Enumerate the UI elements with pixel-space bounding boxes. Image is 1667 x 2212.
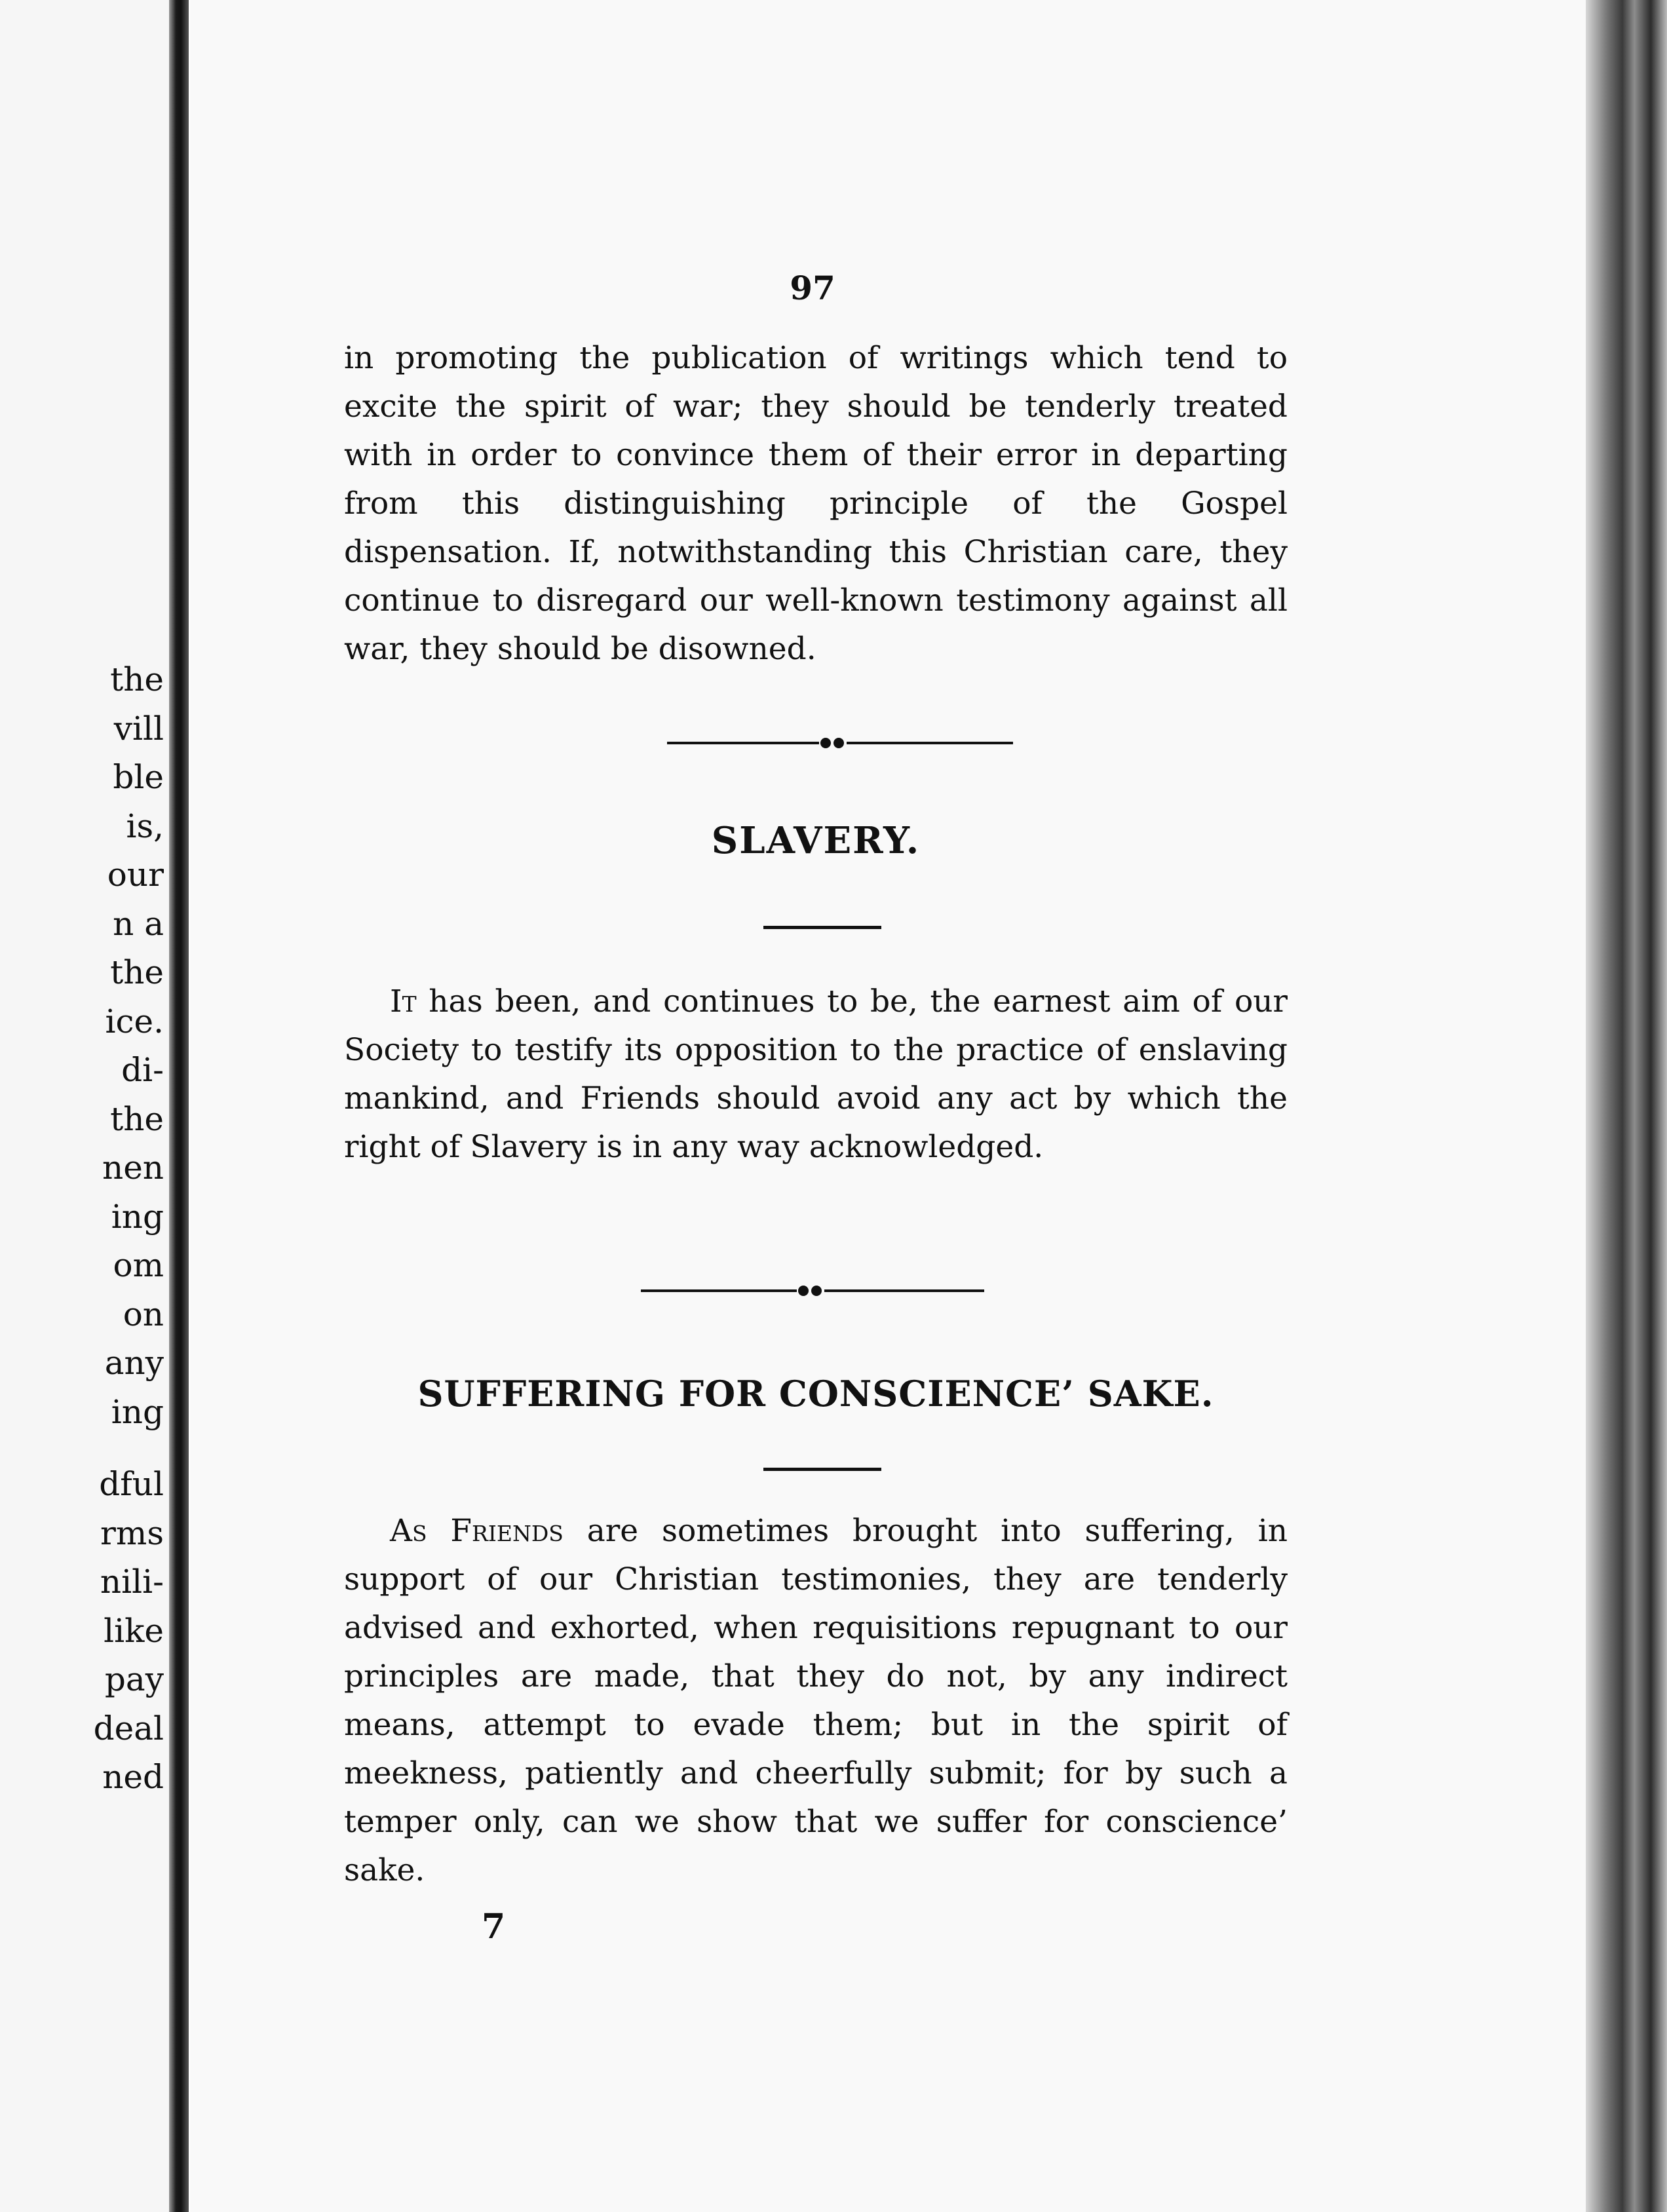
left-fragment: the: [110, 1099, 164, 1138]
divider-dot: [820, 738, 831, 748]
left-fragment: deal: [93, 1709, 164, 1747]
slavery-paragraph: [344, 978, 1288, 1172]
slavery-heading: SLAVERY.: [711, 819, 921, 862]
left-fragment: the: [110, 660, 164, 698]
left-fragment: n a: [113, 904, 164, 943]
divider-line-right: [847, 742, 1013, 744]
left-fragment: on: [123, 1295, 164, 1333]
left-fragment: om: [113, 1246, 164, 1284]
left-fragment: ned: [102, 1758, 164, 1796]
page-number: 97: [790, 269, 835, 307]
left-fragment: ble: [113, 758, 164, 796]
left-fragment: our: [107, 856, 164, 894]
left-fragment: vill: [113, 709, 164, 748]
left-fragment: like: [104, 1611, 164, 1650]
divider-line-right: [824, 1289, 984, 1292]
left-fragment: any: [104, 1344, 164, 1382]
left-fragment-gap: [0, 1436, 164, 1460]
conscience-heading: SUFFERING FOR CONSCIENCE’ SAKE.: [417, 1373, 1214, 1415]
page-edge-stack: [1586, 0, 1667, 2212]
conscience-lead-words: As Friends: [390, 1513, 564, 1549]
left-fragment: pay: [104, 1660, 164, 1698]
left-page-text-fragments: [0, 655, 164, 1802]
divider-dot: [798, 1286, 809, 1296]
opening-paragraph: in promoting the publication of writings which tend to excite the spirit of war; they should be tenderly treated with in order to convince them of their error in departing from this distinguishing principle of the Gospel dispensation. If, notwithstanding this Christian care, they continue to disregard our well-known testimony against all war, they should be disowned.: [344, 340, 1288, 667]
ornamental-divider: [667, 735, 1013, 751]
divider-line-left: [667, 742, 819, 744]
slavery-lead-word: It: [390, 983, 417, 1020]
conscience-body-text: are sometimes brought into suffering, in support of our Christian testimonies, they are tenderly advised and exhorted, when requisitions repugnant to our principles are made, that they do not, by any indirect means, attempt to evade them; but in the spirit of meekness, patiently and cheerfully submit; for by such a temper only, can we show that we suffer for conscience’ sake.: [344, 1513, 1288, 1888]
left-fragment: the: [110, 953, 164, 991]
left-fragment: nili-: [100, 1563, 164, 1601]
left-fragment: ice.: [105, 1002, 164, 1040]
left-fragment: rms: [100, 1514, 164, 1552]
slavery-paragraph-block: [344, 978, 1288, 1172]
book-gutter: [169, 0, 189, 2212]
left-fragment: is,: [126, 807, 164, 845]
left-fragment: dful: [99, 1465, 164, 1503]
left-fragment: di-: [121, 1051, 164, 1089]
divider-dot: [834, 738, 844, 748]
conscience-paragraph: [344, 1507, 1288, 1895]
signature-mark: 7: [482, 1907, 506, 1947]
left-fragment: ing: [111, 1197, 164, 1236]
left-fragment: ing: [111, 1392, 164, 1431]
heading-rule: [763, 926, 881, 929]
divider-dot: [811, 1286, 822, 1296]
left-facing-page: [0, 0, 183, 2212]
divider-line-left: [641, 1289, 797, 1292]
conscience-paragraph-block: [344, 1507, 1288, 1895]
slavery-body-text: has been, and continues to be, the earnest aim of our Society to testify its opposition to the practice of enslaving mankind, and Friends should avoid any act by which the right of Slavery is in any way acknowledged.: [344, 983, 1288, 1165]
left-fragment: nen: [102, 1149, 164, 1187]
ornamental-divider: [641, 1283, 984, 1299]
heading-rule: [763, 1468, 881, 1471]
opening-paragraph-block: [344, 334, 1288, 674]
